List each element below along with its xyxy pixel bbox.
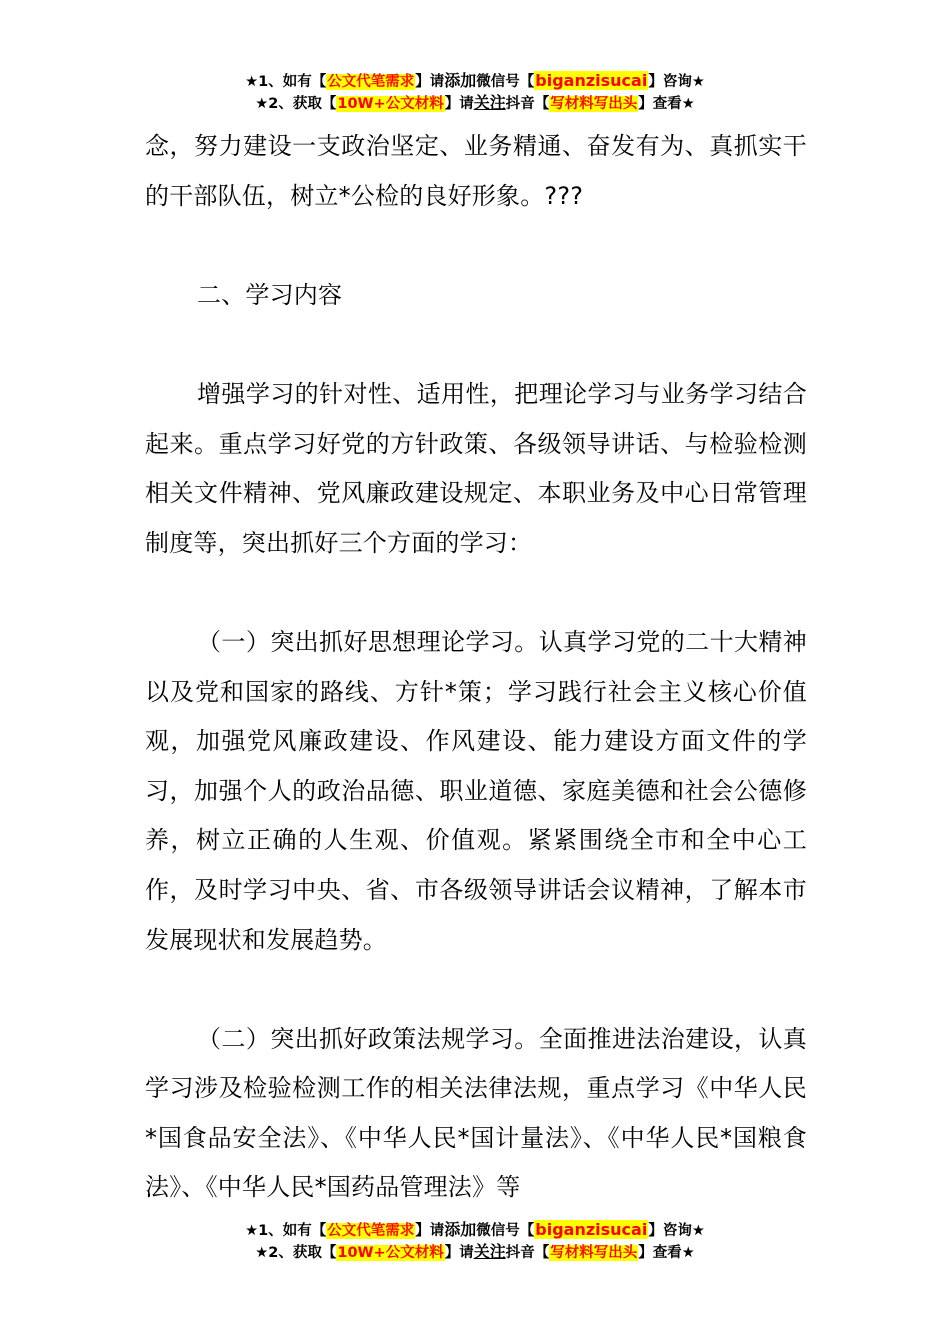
banner-text: 】查看★ <box>638 1245 695 1261</box>
banner-text: 】请 <box>444 96 474 112</box>
banner-emphasis: 添加 <box>444 71 477 90</box>
banner-emphasis: 关注 <box>473 1242 506 1261</box>
banner-highlight-wechat: biganzisucai <box>535 71 648 90</box>
banner-highlight-wechat: biganzisucai <box>535 1220 648 1239</box>
paragraph: 增强学习的针对性、适用性，把理论学习与业务学习结合起来。重点学习好党的方针政策、各级领导讲话、与检验检测相关文件精神、党风廉政建设规定、本职业务及中心日常管理制度等，突出抓好三个方面的学习： <box>145 379 807 557</box>
banner-text: ★1、如有【 <box>245 1223 327 1239</box>
section-heading: 二、学习内容 <box>197 280 343 309</box>
banner-text: 抖音【 <box>505 1245 550 1261</box>
banner-line-2 <box>0 92 950 114</box>
banner-highlight: 10W+公文材料 <box>337 1245 444 1261</box>
banner-text: 】咨询★ <box>648 1223 705 1239</box>
banner-line-1 <box>0 1219 950 1241</box>
banner-line-2 <box>0 1241 950 1263</box>
banner-text: 】查看★ <box>638 96 695 112</box>
banner-highlight: 10W+公文材料 <box>337 96 444 112</box>
banner-text: 】请 <box>444 1245 474 1261</box>
paragraph: （一）突出抓好思想理论学习。认真学习党的二十大精神以及党和国家的路线、方针*策；学习践行社会主义核心价值观，加强党风廉政建设、作风建设、能力建设方面文件的学习，加强个人的政治品德、职业道德、家庭美德和社会公德修养，树立正确的人生观、价值观。紧紧围绕全市和全中心工作，及时学习中央、省、市各级领导讲话会议精神，了解本市发展现状和发展趋势。 <box>145 627 807 954</box>
header-banner <box>0 70 950 114</box>
banner-text: ★2、获取【 <box>255 96 337 112</box>
banner-text: ★2、获取【 <box>255 1245 337 1261</box>
banner-highlight: 公文代笔需求 <box>327 1223 415 1239</box>
banner-text: 】请 <box>415 1223 445 1239</box>
paragraph: （二）突出抓好政策法规学习。全面推进法治建设，认真学习涉及检验检测工作的相关法律法规，重点学习《中华人民*国食品安全法》、《中华人民*国计量法》、《中华人民*国粮食法》、《中华人民*国药品管理法》等 <box>145 1024 807 1202</box>
banner-highlight-douyin: 写材料写出头 <box>550 1245 638 1261</box>
banner-text: 】咨询★ <box>648 74 705 90</box>
footer-banner <box>0 1219 950 1263</box>
document-body <box>145 122 807 1213</box>
banner-text: 微信号【 <box>476 74 535 90</box>
banner-text: 】请 <box>415 74 445 90</box>
banner-text: 抖音【 <box>505 96 550 112</box>
banner-highlight: 公文代笔需求 <box>327 74 415 90</box>
banner-text: 微信号【 <box>476 1223 535 1239</box>
paragraph-continuation: 念，努力建设一支政治坚定、业务精通、奋发有为、真抓实干的干部队伍，树立*公检的良好形象。??? <box>145 132 807 210</box>
banner-emphasis: 关注 <box>473 93 506 112</box>
banner-text: ★1、如有【 <box>245 74 327 90</box>
banner-emphasis: 添加 <box>444 1220 477 1239</box>
banner-highlight-douyin: 写材料写出头 <box>550 96 638 112</box>
banner-line-1 <box>0 70 950 92</box>
